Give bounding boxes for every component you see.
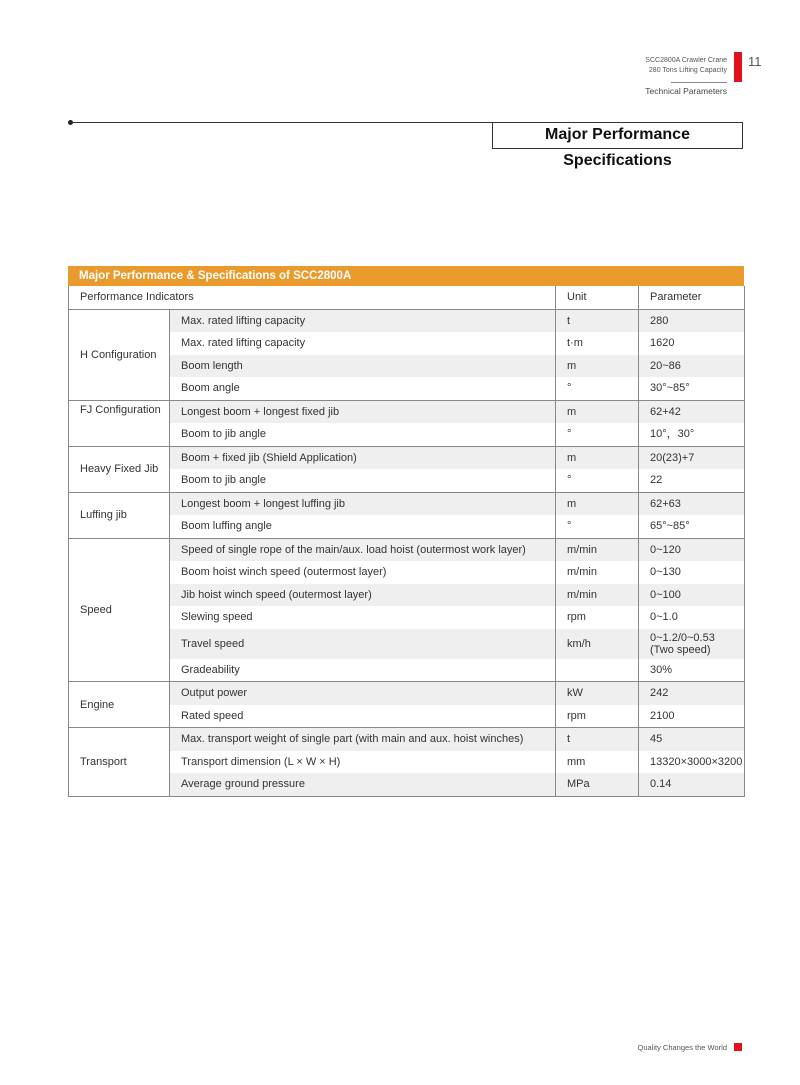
spec-parameter: 2100 bbox=[639, 705, 745, 728]
page-number: 11 bbox=[748, 54, 762, 69]
spec-parameter: 30% bbox=[639, 659, 745, 682]
spec-unit: m bbox=[556, 446, 639, 469]
table-row bbox=[69, 606, 745, 629]
group-label: Engine bbox=[69, 682, 170, 728]
spec-unit: t·m bbox=[556, 332, 639, 355]
table-row bbox=[69, 751, 745, 774]
spec-unit: ° bbox=[556, 377, 639, 400]
spec-unit: t bbox=[556, 309, 639, 332]
spec-item: Longest boom + longest fixed jib bbox=[170, 400, 556, 423]
spec-item: Boom to jib angle bbox=[170, 469, 556, 492]
spec-parameter: 30°~85° bbox=[639, 377, 745, 400]
group-label: Luffing jib bbox=[69, 492, 170, 538]
spec-parameter: 242 bbox=[639, 682, 745, 705]
spec-parameter: 65°~85° bbox=[639, 515, 745, 538]
spec-unit: m bbox=[556, 492, 639, 515]
spec-item: Max. transport weight of single part (with main and aux. hoist winches) bbox=[170, 728, 556, 751]
spec-unit: m/min bbox=[556, 584, 639, 607]
spec-parameter: 0.14 bbox=[639, 773, 745, 796]
table-row bbox=[69, 400, 745, 423]
spec-unit: m/min bbox=[556, 561, 639, 584]
table-row bbox=[69, 377, 745, 400]
table-row bbox=[69, 584, 745, 607]
table-row bbox=[69, 423, 745, 446]
spec-parameter: 0~100 bbox=[639, 584, 745, 607]
group-label: Transport bbox=[69, 728, 170, 797]
header-section: Technical Parameters bbox=[645, 86, 727, 96]
spec-parameter: 1620 bbox=[639, 332, 745, 355]
spec-unit: mm bbox=[556, 751, 639, 774]
spec-grid bbox=[68, 286, 745, 797]
table-row bbox=[69, 446, 745, 469]
spec-parameter-line: (Two speed) bbox=[650, 643, 711, 656]
table-row bbox=[69, 659, 745, 682]
col-header-unit: Unit bbox=[556, 286, 639, 309]
spec-unit: ° bbox=[556, 515, 639, 538]
group-label: Heavy Fixed Jib bbox=[69, 446, 170, 492]
footer-slogan: Quality Changes the World bbox=[637, 1043, 727, 1052]
header-product-line2: 280 Tons Lifting Capacity bbox=[648, 66, 727, 74]
spec-parameter: 13320×3000×3200 bbox=[639, 751, 745, 774]
spec-parameter: 280 bbox=[639, 309, 745, 332]
spec-item: Speed of single rope of the main/aux. load hoist (outermost work layer) bbox=[170, 538, 556, 561]
spec-parameter bbox=[639, 629, 745, 659]
group-label: H Configuration bbox=[69, 309, 170, 400]
spec-unit bbox=[556, 659, 639, 682]
spec-unit: m/min bbox=[556, 538, 639, 561]
spec-parameter: 0~1.0 bbox=[639, 606, 745, 629]
table-row bbox=[69, 538, 745, 561]
spec-item: Boom luffing angle bbox=[170, 515, 556, 538]
spec-unit: MPa bbox=[556, 773, 639, 796]
spec-item: Longest boom + longest luffing jib bbox=[170, 492, 556, 515]
spec-item: Boom angle bbox=[170, 377, 556, 400]
spec-item: Jib hoist winch speed (outermost layer) bbox=[170, 584, 556, 607]
spec-parameter: 62+42 bbox=[639, 400, 745, 423]
header-rule bbox=[671, 82, 727, 83]
spec-item: Gradeability bbox=[170, 659, 556, 682]
header-product bbox=[645, 56, 727, 75]
spec-body bbox=[69, 286, 745, 796]
footer-red-square bbox=[734, 1043, 742, 1051]
spec-table bbox=[68, 266, 744, 797]
spec-unit: ° bbox=[556, 469, 639, 492]
spec-table-title: Major Performance & Specifications of SCC2800A bbox=[68, 266, 744, 286]
spec-unit: m bbox=[556, 355, 639, 378]
spec-parameter: 22 bbox=[639, 469, 745, 492]
table-row bbox=[69, 629, 745, 659]
spec-parameter: 0~130 bbox=[639, 561, 745, 584]
spec-item: Rated speed bbox=[170, 705, 556, 728]
spec-parameter: 45 bbox=[639, 728, 745, 751]
spec-item: Boom to jib angle bbox=[170, 423, 556, 446]
spec-item: Average ground pressure bbox=[170, 773, 556, 796]
col-header-parameter: Parameter bbox=[639, 286, 745, 309]
group-label: Speed bbox=[69, 538, 170, 682]
spec-unit: m bbox=[556, 400, 639, 423]
table-row bbox=[69, 728, 745, 751]
header-red-bar bbox=[734, 52, 742, 82]
spec-unit: ° bbox=[556, 423, 639, 446]
spec-unit: kW bbox=[556, 682, 639, 705]
table-row bbox=[69, 561, 745, 584]
spec-item: Transport dimension (L × W × H) bbox=[170, 751, 556, 774]
table-row bbox=[69, 355, 745, 378]
table-row bbox=[69, 515, 745, 538]
group-label: FJ Configuration bbox=[69, 400, 170, 446]
table-row bbox=[69, 682, 745, 705]
spec-unit: rpm bbox=[556, 705, 639, 728]
spec-parameter: 0~120 bbox=[639, 538, 745, 561]
table-row bbox=[69, 309, 745, 332]
table-header-row bbox=[69, 286, 745, 309]
table-row bbox=[69, 469, 745, 492]
table-row bbox=[69, 705, 745, 728]
table-row bbox=[69, 773, 745, 796]
table-row bbox=[69, 332, 745, 355]
spec-item: Boom + fixed jib (Shield Application) bbox=[170, 446, 556, 469]
spec-item: Boom hoist winch speed (outermost layer) bbox=[170, 561, 556, 584]
spec-unit: rpm bbox=[556, 606, 639, 629]
header-product-line1: SCC2800A Crawler Crane bbox=[645, 57, 727, 64]
spec-parameter: 62+63 bbox=[639, 492, 745, 515]
col-header-indicators: Performance Indicators bbox=[69, 286, 556, 309]
spec-item: Max. rated lifting capacity bbox=[170, 332, 556, 355]
spec-parameter-line: 0~1.2/0~0.53 bbox=[650, 631, 715, 644]
spec-item: Slewing speed bbox=[170, 606, 556, 629]
page-title: Major Performance Specifications bbox=[492, 122, 743, 149]
spec-item: Output power bbox=[170, 682, 556, 705]
spec-item: Travel speed bbox=[170, 629, 556, 659]
spec-parameter: 20~86 bbox=[639, 355, 745, 378]
spec-parameter: 10°，30° bbox=[639, 423, 745, 446]
spec-parameter: 20(23)+7 bbox=[639, 446, 745, 469]
spec-unit: km/h bbox=[556, 629, 639, 659]
table-row bbox=[69, 492, 745, 515]
spec-item: Boom length bbox=[170, 355, 556, 378]
spec-item: Max. rated lifting capacity bbox=[170, 309, 556, 332]
spec-unit: t bbox=[556, 728, 639, 751]
